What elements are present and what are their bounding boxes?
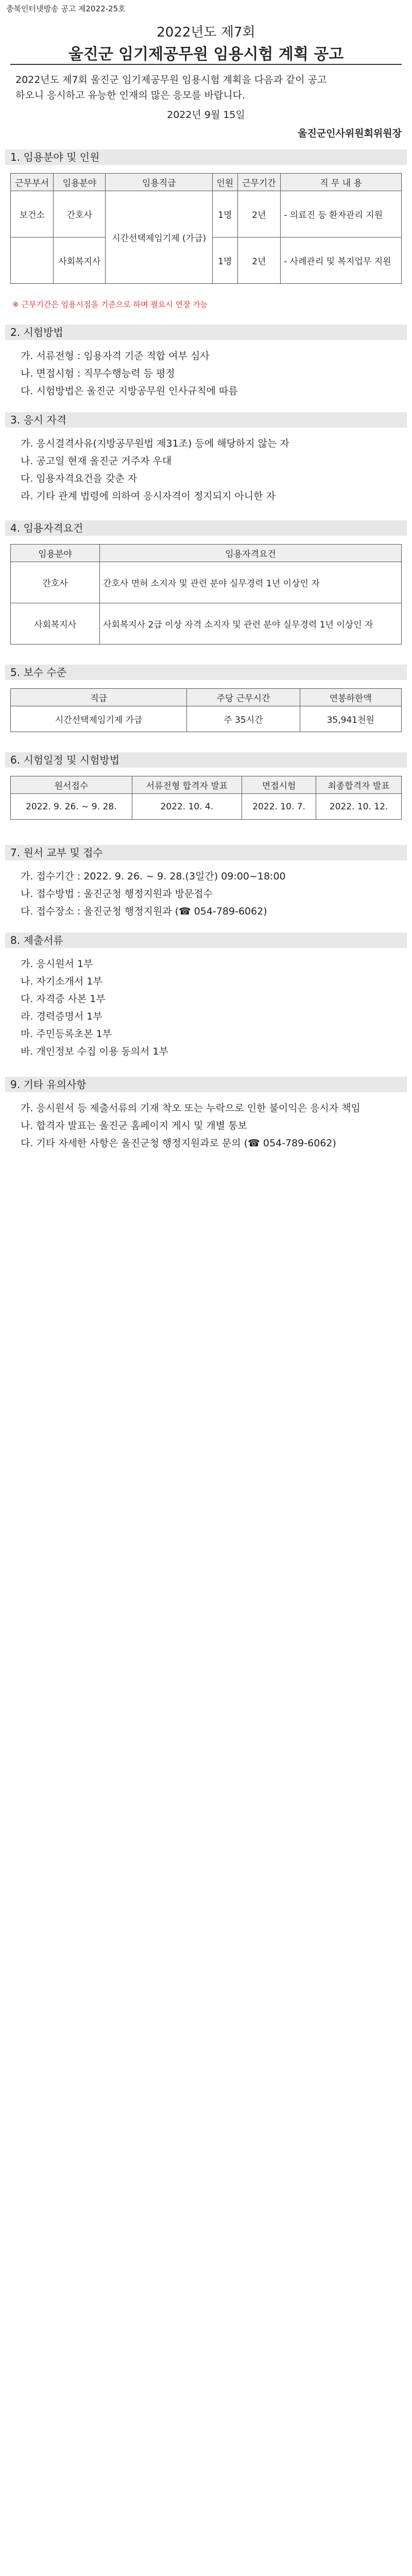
- table-cell: - 사례관리 및 복지업무 지원: [281, 238, 402, 284]
- list-item: 다. 기타 자세한 사항은 울진군청 행정지원과로 문의 (☎ 054-789-6062): [21, 1138, 336, 1149]
- page-title: 울진군 임기제공무원 임용시험 계획 공고: [68, 45, 344, 63]
- list-item: 나. 자기소개서 1부: [21, 976, 102, 987]
- list-item: 가. 응시결격사유(지방공무원법 제31조) 등에 해당하지 않는 자: [21, 438, 289, 449]
- section-4-title: 4. 임용자격요건: [5, 520, 407, 536]
- th-interview: 면접시험: [242, 776, 316, 794]
- th-count: 인원: [213, 174, 238, 191]
- table-cell: 2년: [237, 238, 280, 284]
- th-salary: 연봉하한액: [300, 689, 401, 706]
- list-item: 다. 시험방법은 울진군 지방공무원 인사규칙에 따름: [21, 385, 238, 397]
- th-field: 임용분야: [54, 174, 106, 191]
- table-cell: 35,941천원: [300, 706, 401, 732]
- th-field: 임용분야: [11, 545, 100, 562]
- th-grade: 임용직급: [106, 174, 213, 191]
- th-period: 근무기간: [237, 174, 280, 191]
- list-item: 라. 경력증명서 1부: [21, 1011, 102, 1022]
- section-2-title: 2. 시험방법: [5, 325, 407, 340]
- list-item: 나. 면접시험 : 직무수행능력 등 평정: [21, 368, 175, 379]
- table-cell: 2022. 9. 26. ~ 9. 28.: [11, 794, 132, 820]
- intro-line1: 2022년도 제7회 울진군 임기제공무원 임용시험 계획을 다음과 같이 공고: [15, 74, 327, 86]
- positions-footnote: ※ 근무기간은 임용시점을 기준으로 하며 필요시 연장 가능: [12, 300, 208, 309]
- issuer: 울진군인사위원회위원장: [298, 128, 402, 139]
- th-duty: 직 무 내 용: [281, 174, 402, 191]
- section-1-title: 1. 임용분야 및 인원: [5, 149, 407, 165]
- table-cell: 시간선택제임기제 가급: [11, 706, 187, 732]
- table-cell: 간호사 면허 소지자 및 관련 분야 실무경력 1년 이상인 자: [100, 562, 402, 603]
- section-5-title: 5. 보수 수준: [5, 665, 407, 680]
- table-cell: - 의료진 등 환자관리 지원: [281, 191, 402, 238]
- notice-date: 2022년 9월 15일: [167, 109, 245, 121]
- list-item: 다. 접수장소 : 울진군청 행정지원과 (☎ 054-789-6062): [21, 906, 267, 917]
- list-item: 가. 응시원서 1부: [21, 958, 93, 970]
- table-cell: 2022. 10. 7.: [242, 794, 316, 820]
- table-cell: 2022. 10. 4.: [132, 794, 242, 820]
- th-requirements: 임용자격요건: [100, 545, 402, 562]
- th-dept: 근무부서: [11, 174, 54, 191]
- schedule-table: [10, 776, 402, 820]
- section-9-title: 9. 기타 유의사항: [5, 1077, 407, 1092]
- list-item: 바. 개인정보 수집 이용 동의서 1부: [21, 1046, 168, 1057]
- table-cell: 사회복지사: [11, 603, 100, 645]
- table-cell: 주 35시간: [187, 706, 300, 732]
- intro-line2: 하오니 응시하고 유능한 인재의 많은 응모를 바랍니다.: [15, 90, 246, 101]
- table-cell: 시간선택제임기제 (가급): [106, 191, 213, 284]
- positions-table: [10, 173, 402, 284]
- salary-table: [10, 688, 402, 732]
- section-8-title: 8. 제출서류: [5, 933, 407, 948]
- table-cell: 간호사: [11, 562, 100, 603]
- list-item: 다. 자격증 사본 1부: [21, 993, 106, 1005]
- th-apply: 원서접수: [11, 776, 132, 794]
- table-cell: 2022. 10. 12.: [316, 794, 402, 820]
- table-cell: [11, 238, 54, 284]
- th-hours: 주당 근무시간: [187, 689, 300, 706]
- table-cell: 사회복지사 2급 이상 자격 소지자 및 관련 분야 실무경력 1년 이상인 자: [100, 603, 402, 645]
- list-item: 마. 주민등록초본 1부: [21, 1028, 112, 1040]
- list-item: 나. 합격자 발표는 울진군 홈페이지 게시 및 개별 통보: [21, 1120, 247, 1131]
- list-item: 가. 응시원서 등 제출서류의 기재 착오 또는 누락으로 인한 불이익은 응시자 책임: [21, 1103, 360, 1114]
- table-cell: 1명: [213, 238, 238, 284]
- requirements-table: [10, 544, 402, 645]
- table-cell: 1명: [213, 191, 238, 238]
- list-item: 가. 접수기간 : 2022. 9. 26. ~ 9. 28.(3일간) 09:00~18:00: [21, 871, 286, 882]
- list-item: 가. 서류전형 : 임용자격 기준 적합 여부 심사: [21, 350, 210, 362]
- list-item: 나. 접수방법 : 울진군청 행정지원과 방문접수: [21, 888, 213, 900]
- table-cell: 사회복지사: [54, 238, 106, 284]
- list-item: 나. 공고일 현재 울진군 거주자 우대: [21, 455, 172, 467]
- th-grade: 직급: [11, 689, 187, 706]
- section-6-title: 6. 시험일정 및 시험방법: [5, 752, 407, 768]
- section-3-title: 3. 응시 자격: [5, 412, 407, 428]
- table-cell: 2년: [237, 191, 280, 238]
- table-cell: 간호사: [54, 191, 106, 238]
- table-cell: 보건소: [11, 191, 54, 238]
- notice-number: 충북인터넷방송 공고 제2022-25호: [6, 4, 126, 13]
- th-final: 최종합격자 발표: [316, 776, 402, 794]
- section-7-title: 7. 원서 교부 및 접수: [5, 845, 407, 860]
- th-doc-result: 서류전형 합격자 발표: [132, 776, 242, 794]
- list-item: 다. 임용자격요건을 갖춘 자: [21, 473, 138, 484]
- title-line1: 2022년도 제7회: [157, 25, 255, 40]
- list-item: 라. 기타 관계 법령에 의하여 응시자격이 정지되지 아니한 자: [21, 490, 276, 502]
